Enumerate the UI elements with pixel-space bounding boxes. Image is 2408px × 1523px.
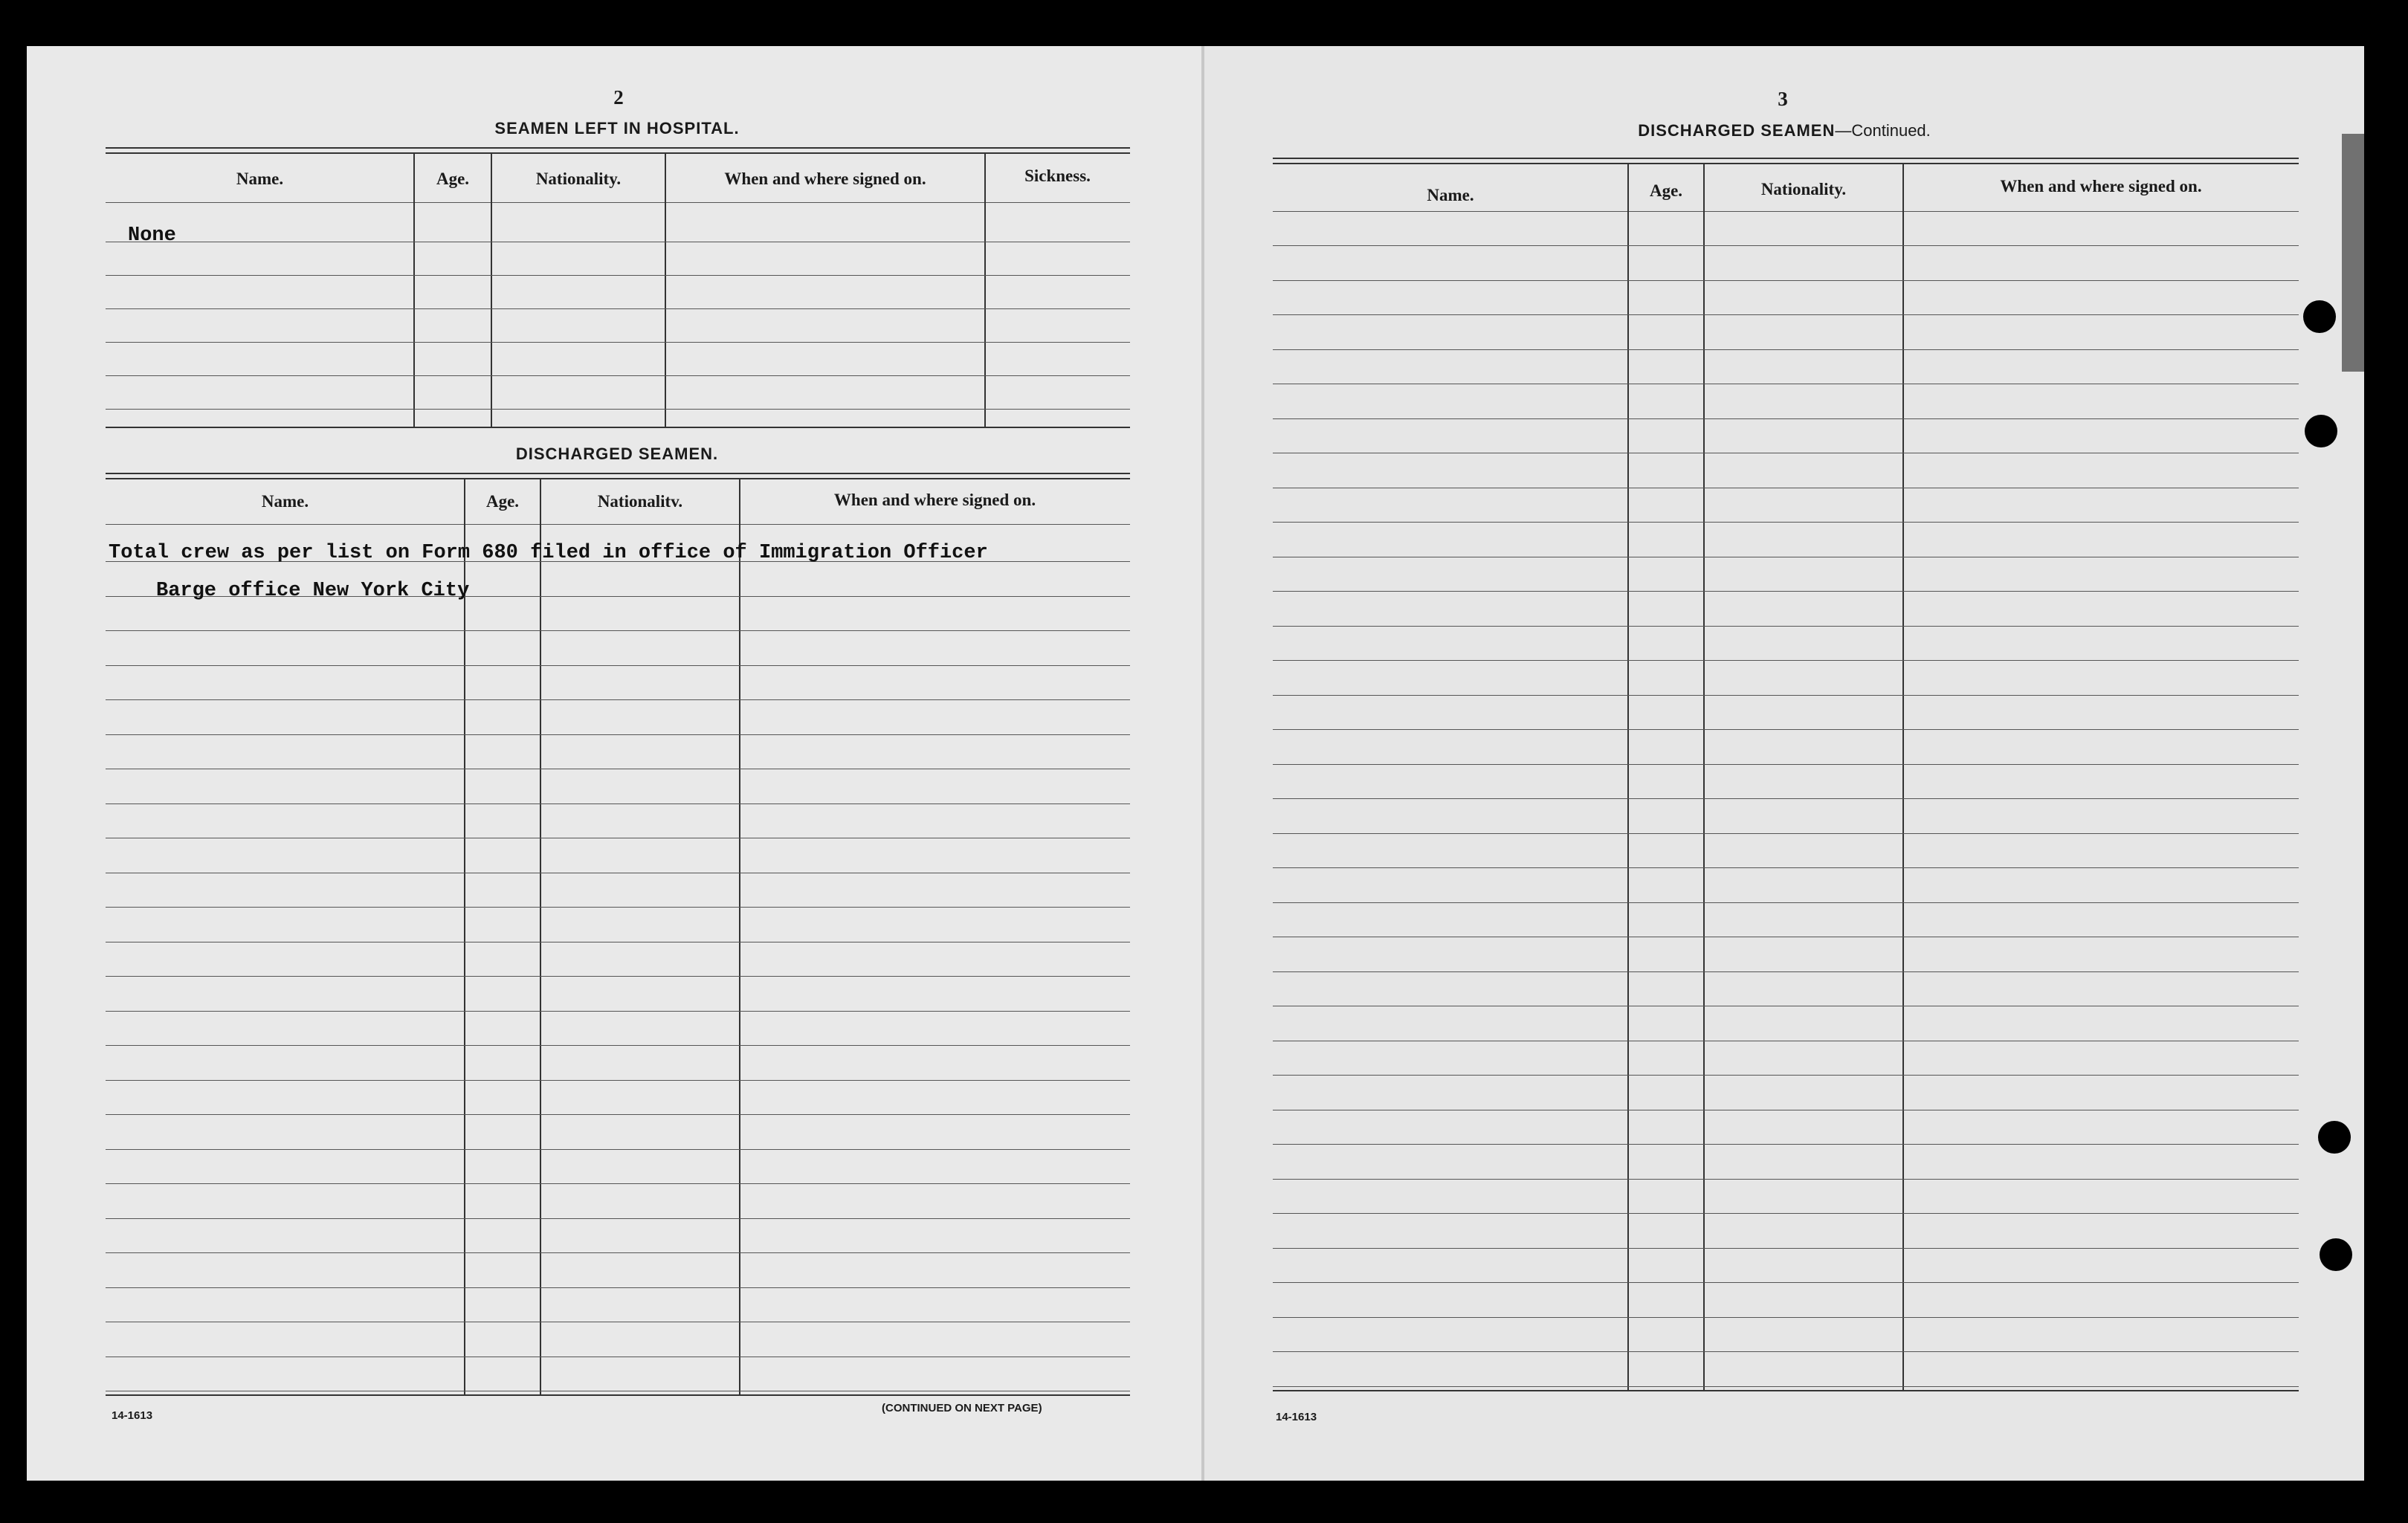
punch-hole xyxy=(2305,415,2337,447)
hospital-section-title: SEAMEN LEFT IN HOSPITAL. xyxy=(494,119,740,138)
row-rule xyxy=(1273,798,2299,799)
row-rule xyxy=(106,1287,1130,1288)
row-rule xyxy=(106,734,1130,735)
discharged-entry-line-2: Barge office New York City xyxy=(156,580,470,602)
row-rule xyxy=(106,1011,1130,1012)
discharged-continued-title: DISCHARGED SEAMEN—Continued. xyxy=(1638,121,1931,140)
hospital-col-sickness: Sickness. xyxy=(1024,166,1091,185)
continued-col-age: Age. xyxy=(1649,181,1683,200)
row-rule xyxy=(1273,1213,2299,1214)
row-rule xyxy=(106,1114,1130,1115)
row-rule xyxy=(1273,1317,2299,1318)
discharged-col-signed-on: When and where signed on. xyxy=(833,491,1036,509)
discharged-entry-line-1: Total crew as per list on Form 680 filed in office of Immigration Officer xyxy=(109,542,988,564)
continued-col-signed-on: When and where signed on. xyxy=(2000,177,2202,195)
row-rule xyxy=(1273,591,2299,592)
hospital-col-signed-on: When and where signed on. xyxy=(724,169,926,188)
row-rule xyxy=(1273,867,2299,868)
row-rule xyxy=(1273,314,2299,315)
punch-hole xyxy=(2303,300,2336,333)
row-rule xyxy=(106,1183,1130,1184)
hospital-col-nationality: Nationality. xyxy=(535,169,622,188)
continued-col-nationality: Nationality. xyxy=(1760,180,1847,198)
page-number-left: 2 xyxy=(613,86,624,109)
row-rule xyxy=(106,1149,1130,1150)
row-rule xyxy=(1273,1386,2299,1387)
hospital-col-age: Age. xyxy=(436,169,470,188)
row-rule xyxy=(106,907,1130,908)
row-rule xyxy=(1273,1144,2299,1145)
row-rule xyxy=(1273,971,2299,972)
row-rule xyxy=(1273,1248,2299,1249)
form-number-right: 14-1613 xyxy=(1276,1411,1317,1423)
left-page xyxy=(27,46,1203,1481)
page-fold xyxy=(1201,46,1204,1481)
row-rule xyxy=(106,1218,1130,1219)
row-rule xyxy=(106,1080,1130,1081)
row-rule xyxy=(1273,349,2299,350)
row-rule xyxy=(106,699,1130,700)
row-rule xyxy=(106,803,1130,804)
row-rule xyxy=(106,1045,1130,1046)
row-rule xyxy=(1273,764,2299,765)
discharged-col-nationality: Nationalitv. xyxy=(597,492,683,511)
continued-note: (CONTINUED ON NEXT PAGE) xyxy=(882,1402,1042,1414)
row-rule xyxy=(106,665,1130,666)
page-number-right: 3 xyxy=(1778,88,1788,110)
row-rule xyxy=(1273,833,2299,834)
discharged-section-title: DISCHARGED SEAMEN. xyxy=(515,444,719,463)
row-rule xyxy=(1273,660,2299,661)
continued-col-name: Name. xyxy=(1427,186,1474,204)
row-rule xyxy=(1273,280,2299,281)
row-rule xyxy=(106,976,1130,977)
row-rule xyxy=(1273,695,2299,696)
punch-hole xyxy=(2320,1238,2352,1271)
hospital-col-name: Name. xyxy=(236,169,284,188)
row-rule xyxy=(1273,1179,2299,1180)
row-rule xyxy=(1273,729,2299,730)
right-page xyxy=(1203,46,2364,1481)
row-rule xyxy=(106,630,1130,631)
row-rule xyxy=(1273,1075,2299,1076)
row-rule xyxy=(1273,245,2299,246)
edge-damage xyxy=(2342,134,2364,372)
hospital-entry-none: None xyxy=(128,224,176,247)
row-rule xyxy=(1273,418,2299,419)
punch-hole xyxy=(2318,1121,2351,1154)
row-rule xyxy=(1273,902,2299,903)
discharged-col-name: Name. xyxy=(261,492,309,511)
row-rule xyxy=(1273,1351,2299,1352)
row-rule xyxy=(106,1252,1130,1253)
form-number-left: 14-1613 xyxy=(112,1409,153,1422)
discharged-col-age: Age. xyxy=(485,492,520,511)
row-rule xyxy=(1273,1282,2299,1283)
row-rule xyxy=(1273,626,2299,627)
row-rule xyxy=(1273,522,2299,523)
